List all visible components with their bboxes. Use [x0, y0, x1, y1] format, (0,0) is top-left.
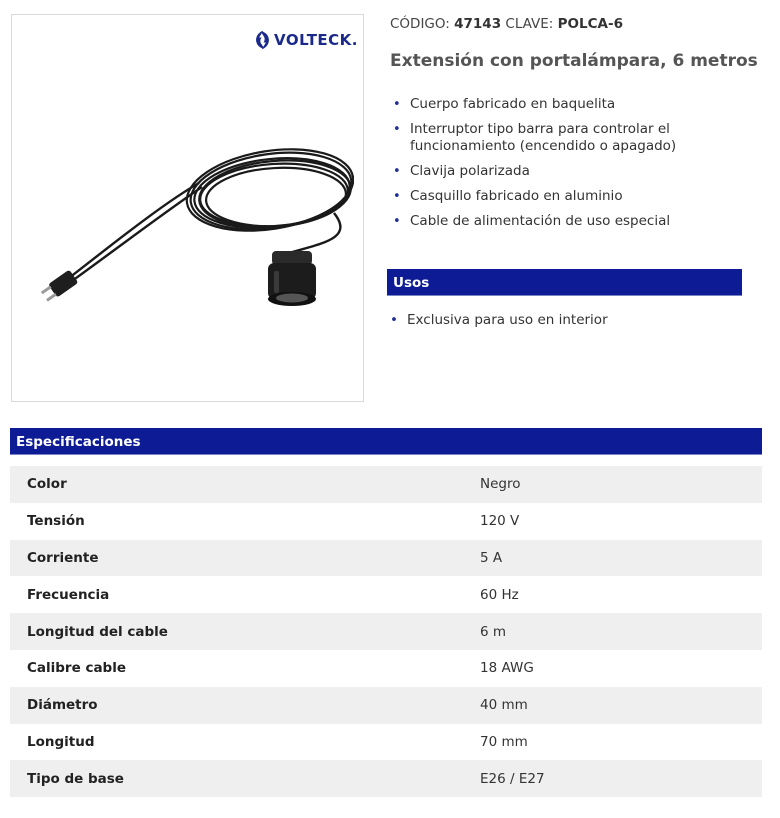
volteck-logo-icon [254, 28, 271, 52]
usos-section-header: Usos [387, 269, 742, 296]
brand-name: VOLTECK. [274, 31, 358, 49]
spec-value: 18 AWG [480, 650, 762, 687]
spec-label: Calibre cable [10, 650, 480, 687]
spec-value: 40 mm [480, 687, 762, 724]
spec-label: Longitud del cable [10, 613, 480, 650]
spec-value: 6 m [480, 613, 762, 650]
spec-label: Color [10, 466, 480, 503]
product-code: 47143 [454, 16, 502, 32]
feature-item: • Casquillo fabricado en aluminio [392, 188, 777, 205]
spec-value: 120 V [480, 503, 762, 540]
spec-value: 5 A [480, 540, 762, 577]
table-row [10, 650, 762, 687]
spec-value: 70 mm [480, 724, 762, 761]
spec-label: Frecuencia [10, 576, 480, 613]
spec-label: Tipo de base [10, 760, 480, 797]
table-row [10, 503, 762, 540]
table-row [10, 466, 762, 503]
table-row [10, 760, 762, 797]
code-label: CÓDIGO: [390, 16, 450, 32]
table-row [10, 613, 762, 650]
usos-item: • Exclusiva para uso en interior [389, 312, 608, 328]
product-image-box [11, 14, 364, 402]
brand-logo [254, 27, 358, 53]
spec-value: E26 / E27 [480, 760, 762, 797]
extension-cord-with-lamp-socket-image [24, 143, 354, 323]
table-row [10, 687, 762, 724]
product-key: POLCA-6 [557, 16, 623, 32]
feature-list [392, 96, 777, 238]
specs-table [10, 466, 762, 797]
table-row [10, 540, 762, 577]
feature-item: • Cable de alimentación de uso especial [392, 213, 777, 230]
spec-label: Corriente [10, 540, 480, 577]
key-label: CLAVE: [505, 16, 554, 32]
usos-list [389, 312, 608, 328]
spec-label: Diámetro [10, 687, 480, 724]
spec-value: 60 Hz [480, 576, 762, 613]
feature-item: • Interruptor tipo barra para controlar el funcionamiento (encendido o apagado) [392, 121, 777, 155]
spec-value: Negro [480, 466, 762, 503]
spec-label: Tensión [10, 503, 480, 540]
product-code-line [390, 16, 623, 32]
product-title: Extensión con portalámpara, 6 metros [390, 51, 758, 71]
specs-section-header: Especificaciones [10, 428, 762, 455]
feature-item: • Clavija polarizada [392, 163, 777, 180]
table-row [10, 576, 762, 613]
table-row [10, 724, 762, 761]
spec-label: Longitud [10, 724, 480, 761]
feature-item: • Cuerpo fabricado en baquelita [392, 96, 777, 113]
